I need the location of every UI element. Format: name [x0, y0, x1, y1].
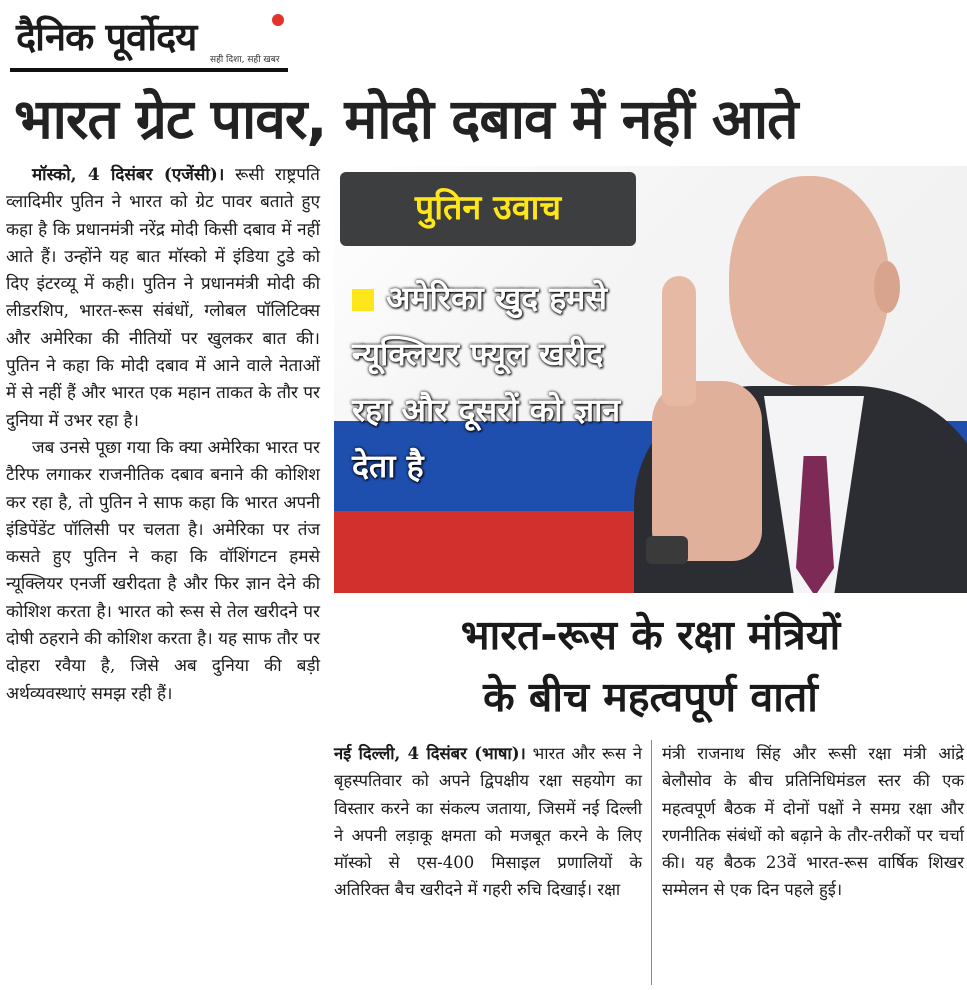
masthead	[10, 4, 288, 76]
hand-shape	[652, 381, 762, 561]
left-article-para1: रूसी राष्ट्रपति व्लादिमीर पुतिन ने भारत को ग्रेट पावर बताते हुए कहा है कि प्रधानमंत्री नरेंद्र मोदी किसी दबाव में नहीं आते हैं। उन्होंने यह बात मॉस्को में इंडिया टुडे को दिए इंटरव्यू में कही। पुतिन ने प्रधानमंत्री मोदी की लीडरशिप, भारत-रूस संबंधों, ग्लोबल पॉलिटिक्स और अमेरिका की नीतियों पर खुलकर बात की। पुतिन ने कहा कि मोदी दबाव में आने वाले नेताओं में से नहीं हैं और भारत एक महान ताकत के तौर पर दुनिया में उभर रहा है।	[6, 165, 320, 431]
left-article-para2: जब उनसे पूछा गया कि क्या अमेरिका भारत पर टैरिफ लगाकर राजनीतिक दबाव बनाने की कोशिश कर रहा है, तो पुतिन ने साफ कहा कि भारत अपनी इंडिपेंडेंट पॉलिसी पर चलता है। अमेरिका पर तंज कसते हुए पुतिन ने कहा कि वॉशिंगटन हमसे न्यूक्लियर एनर्जी खरीदता है और फिर ज्ञान देने की कोशिश करता है। भारत को रूस से तेल खरीदने पर दोषी ठहराने की कोशिश करता है। यह साफ तौर पर दोहरा रवैया है, जिसे अब दुनिया की बड़ी अर्थव्यवस्थाएं समझ रही हैं।	[6, 437, 320, 704]
sub-headline-line2: के बीच महत्वपूर्ण वार्ता	[483, 673, 818, 721]
face-shape	[729, 176, 889, 386]
masthead-title: दैनिक पूर्वोदय	[16, 14, 197, 59]
left-article	[6, 162, 320, 708]
sub-article-column-1	[334, 740, 642, 904]
masthead-logo-dot	[272, 14, 284, 26]
watch-shape	[646, 536, 688, 564]
column-divider	[651, 740, 652, 985]
putin-photo	[334, 166, 967, 593]
quote-tag-box	[340, 172, 636, 246]
yellow-square-bullet-icon	[352, 289, 374, 311]
sub-article-dateline: नई दिल्ली, 4 दिसंबर (भाषा)।	[334, 744, 526, 763]
main-headline: भारत ग्रेट पावर, मोदी दबाव में नहीं आते	[14, 87, 798, 151]
ear-shape	[874, 261, 900, 313]
masthead-rule	[10, 68, 288, 72]
sub-article-col2-text: मंत्री राजनाथ सिंह और रूसी रक्षा मंत्री आंद्रे बेलौसोव के बीच प्रतिनिधिमंडल स्तर की एक महत्वपूर्ण बैठक में दोनों पक्षों ने समग्र रक्षा और रणनीतिक संबंधों को बढ़ाने के तौर-तरीकों पर चर्चा की। यह बैठक 23वें भारत-रूस वार्षिक शिखर सम्मेलन से एक दिन पहले हुई।	[662, 744, 964, 900]
sub-article-col1-text: भारत और रूस ने बृहस्पतिवार को अपने द्विपक्षीय रक्षा सहयोग का विस्तार करने का संकल्प जताया, जिसमें नई दिल्ली ने अपनी लड़ाकू क्षमता को मजबूत करने के लिए मॉस्को से एस-400 मिसाइल प्रणालियों के अतिरिक्त बैच खरीदने में गहरी रुचि दिखाई। रक्षा	[334, 744, 642, 900]
left-article-dateline: मॉस्को, 4 दिसंबर (एजेंसी)।	[32, 165, 225, 185]
sub-article-column-2	[662, 740, 964, 904]
photo-quote-text: अमेरिका खुद हमसे न्यूक्लियर फ्यूल खरीद रहा और दूसरों को ज्ञान देता है	[352, 279, 621, 485]
pointing-finger-shape	[662, 276, 696, 406]
photo-quote	[352, 270, 652, 494]
masthead-tagline: सही दिशा, सही खबर	[210, 55, 280, 65]
quote-tag-label: पुतिन उवाच	[414, 188, 562, 228]
sub-headline-line1: भारत-रूस के रक्षा मंत्रियों	[460, 611, 841, 659]
sub-headline	[334, 604, 967, 728]
